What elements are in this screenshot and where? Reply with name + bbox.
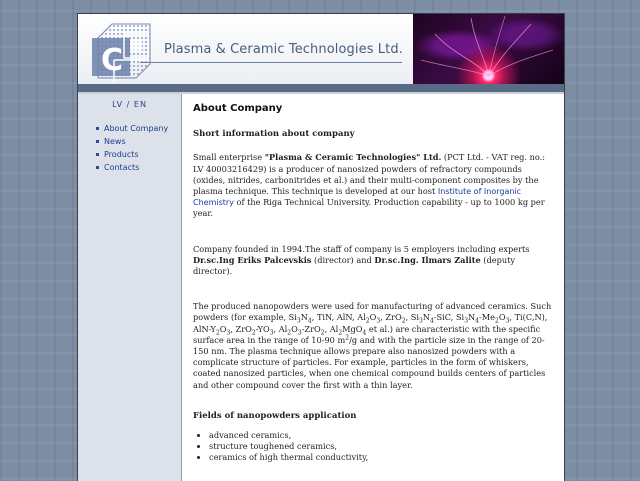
page-title: About Company — [193, 103, 283, 114]
fields-heading: Fields of nanopowders application — [193, 410, 357, 421]
fields-list — [193, 430, 555, 463]
site-header — [78, 14, 564, 92]
list-item: • ceramics of high thermal conductivity, — [209, 452, 555, 463]
nav-item-about-company[interactable]: About Company — [96, 122, 181, 135]
short-info-heading: Short information about company — [193, 129, 355, 140]
header-bar — [78, 84, 564, 92]
main-content — [193, 94, 555, 463]
nav-item-contacts[interactable]: Contacts — [96, 161, 181, 174]
language-switch[interactable]: LV / EN — [112, 100, 147, 109]
nav-item-products[interactable]: Products — [96, 148, 181, 161]
list-item: • structure toughened ceramics, — [209, 441, 555, 452]
company-logo[interactable] — [88, 20, 154, 86]
plasma-ball-image — [413, 14, 564, 84]
intro-paragraph: Small enterprise "Plasma & Ceramic Technologies" Ltd. (PCT Ltd. - VAT reg. no.: LV 40003216429) is a producer of nanosized powders of refractory compounds (oxides, nitrides, carbonitrides et al.) and their multi-component composites by the plasma technique. This technique is developed at our host Institute of Inorganic Chemistry of the Riga Technical University. Production capability - up to 1000 kg per year. — [193, 152, 546, 219]
list-item: • advanced ceramics, — [209, 430, 555, 441]
page-frame — [77, 13, 565, 481]
director-name: Dr.sc.Ing Eriks Palcevskis — [193, 254, 312, 265]
nav-item-news[interactable]: News — [96, 135, 181, 148]
deputy-director-name: Dr.sc.Ing. Ilmars Zalite — [374, 254, 481, 265]
institute-link[interactable]: Institute of Inorganic Chemistry — [193, 187, 522, 208]
nav-menu — [78, 122, 181, 174]
svg-text:C: C — [101, 43, 124, 78]
staff-paragraph: Company founded in 1994.The staff of company is 5 employers including experts Dr.sc.Ing Eriks Palcevskis (director) and Dr.sc.Ing. Ilmars Zalite (deputy director). — [193, 243, 530, 277]
sidebar — [78, 94, 182, 481]
site-title: Plasma & Ceramic Technologies Ltd. — [164, 42, 403, 57]
company-name: "Plasma & Ceramic Technologies" Ltd. — [264, 152, 442, 163]
title-underline — [140, 62, 402, 63]
nanopowders-paragraph: The produced nanopowders were used for manufacturing of advanced ceramics. Such powders (for example, $Si_3N_4$, TiN, AlN, $Al_2O_3$, ZrO$_2$, $Si_3N_4$-SiC, $Si_3N_4-Me_2O_3$, Ti(C,N), AlN-$Y_2O_3$, $ZrO_2-YO_3$, $Al_2O_3-ZrO_2$, $Al_2MgO_4$ et al.) are characteristic with the specific surface area in the range of 10-90 $m^2/g$ and with the particle size in the range of 20-150 nm. The plasma technique allows prepare also nanosized powders with a complicate structure of particles. For example, particles in the form of whiskers, coated nanosized particles, when one chemical compound builds centers of particles and other compound cover the first with a thin layer. — [193, 301, 552, 390]
